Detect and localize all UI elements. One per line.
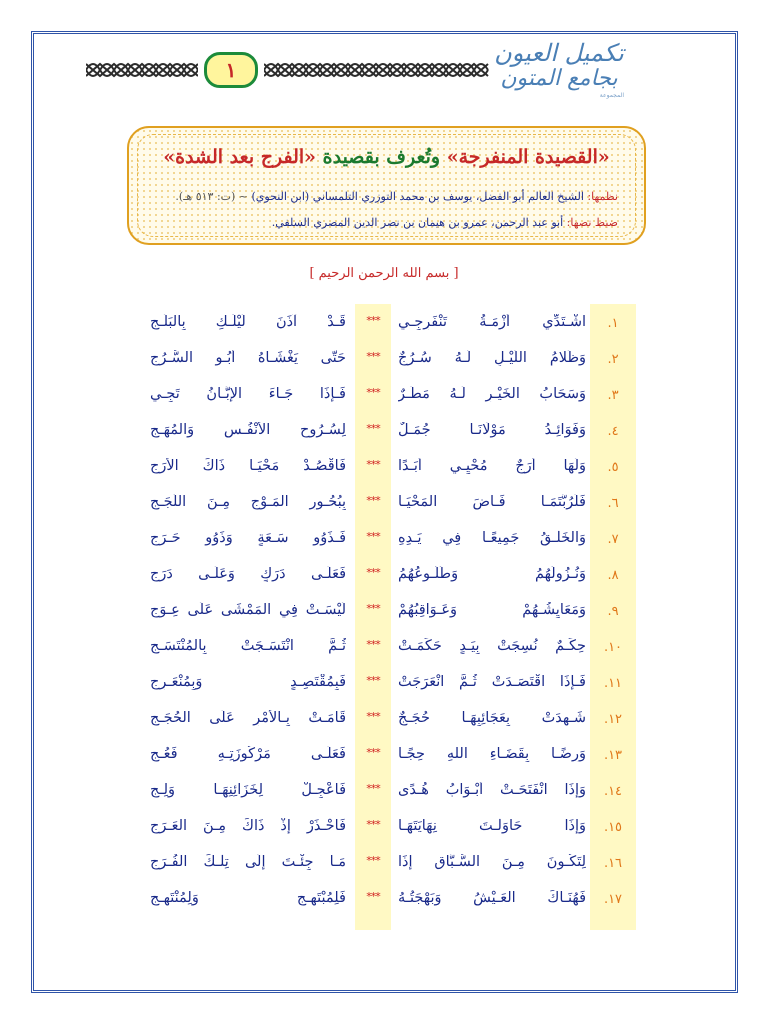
ornament-chain-right	[264, 54, 490, 86]
verse-first-hemistich: وَإِذَا انْفَتَحَـتْ أَبْـوَابُ هُـدًى	[398, 782, 586, 798]
verse-separator: ***	[366, 782, 380, 795]
verse-separator: ***	[366, 890, 380, 903]
verse-separator: ***	[366, 602, 380, 615]
verse-second-hemistich: ثُـمَّ انْتَسَـجَتْ بِالمُنْتَسَـجِ	[150, 638, 346, 654]
verse-number: ١١.	[603, 676, 623, 691]
verse-row	[0, 886, 768, 920]
verse-number: ١٥.	[603, 820, 623, 835]
verse-separator: ***	[366, 566, 380, 579]
verse-separator: ***	[366, 314, 380, 327]
verse-first-hemistich: وَرِضًـا بِقَضَـاءِ اللهِ حِجًـا	[398, 746, 586, 762]
verse-row	[0, 706, 768, 740]
verse-second-hemistich: قَامَـتْ بِـالأَمْرِ عَلَى الحُجَـجِ	[150, 710, 346, 726]
verse-second-hemistich: فَعَلَـى دَرَكٍ وَعَلَـى دَرَجِ	[150, 566, 346, 582]
verse-separator: ***	[366, 818, 380, 831]
verse-number: ١.	[607, 316, 619, 331]
editor-line	[155, 216, 618, 229]
verse-second-hemistich: لَيْسَـتْ فِي المَمْشَى عَلَى عِـوَجِ	[150, 602, 346, 618]
book-logo	[494, 40, 624, 98]
verse-number: ١٣.	[603, 748, 623, 763]
title-part-3: «الفرج بعد الشدة»	[163, 146, 317, 168]
verse-second-hemistich: فَعَلَـى مَرْكُوزَتِـهِ فَعُـجِ	[150, 746, 346, 762]
verse-first-hemistich: فَلَرُبَّتَمَـا فَـاضَ المَحْيَـا	[398, 494, 586, 510]
verse-row	[0, 634, 768, 668]
verse-number: ٥.	[607, 460, 619, 475]
verse-first-hemistich: وَنُـزُولُهُمُ وَطُلُـوعُهُمُ	[398, 566, 586, 582]
verse-first-hemistich: وَلَهَا أَرَجٌ مُحْيِـي أَبَـدًا	[398, 458, 586, 474]
basmala-open-bracket: [	[453, 266, 459, 281]
verse-separator: ***	[366, 386, 380, 399]
verse-separator: ***	[366, 350, 380, 363]
verse-second-hemistich: فَبِمُقْتَصِـدٍ وَبِمُنْعَـرِجِ	[150, 674, 346, 690]
verse-second-hemistich: فَـذَوُو سَـعَةٍ وَذَوُو حَـرَجِ	[150, 530, 346, 546]
verse-first-hemistich: وَمَعَايِشُـهُمْ وَعَـوَاقِبُهُمْ	[398, 602, 586, 618]
title-part-1: «القصيدة المنفرجة»	[446, 146, 610, 168]
verse-second-hemistich: مَـا جِئْـتَ إِلَى تِلْـكَ الفُـرَجِ	[150, 854, 346, 870]
verse-second-hemistich: قَـدْ آذَنَ لَيْلُـكِ بِالبَلَـجِ	[150, 314, 346, 330]
verse-number: ٨.	[607, 568, 619, 583]
verse-first-hemistich: وَظَلامُ اللَّيْـلِ لَـهُ سُـرُجٌ	[398, 350, 586, 366]
verse-separator: ***	[366, 494, 380, 507]
verse-number: ١٦.	[603, 856, 623, 871]
verse-number: ٤.	[607, 424, 619, 439]
editor-name: أبو عبد الرحمن، عمرو بن هيمان بن نصر الدين المصري السلفي.	[271, 216, 564, 229]
verse-number: ٧.	[607, 532, 619, 547]
verse-row	[0, 310, 768, 344]
verse-first-hemistich: اشْـتَدِّي أزْمَـةُ تَنْفَرِجِـي	[398, 314, 586, 330]
ornament-chain-left	[86, 54, 198, 86]
verse-number: ٣.	[607, 388, 619, 403]
verse-row	[0, 814, 768, 848]
verse-number: ١٤.	[603, 784, 623, 799]
verse-separator: ***	[366, 854, 380, 867]
verse-second-hemistich: حَتَّى يَغْشَـاهُ أَبُـو السُّـرُجِ	[150, 350, 346, 366]
verse-row	[0, 382, 768, 416]
verse-row	[0, 562, 768, 596]
verse-row	[0, 346, 768, 380]
verse-number: ١٧.	[603, 892, 623, 907]
verse-number: ٦.	[607, 496, 619, 511]
verse-separator: ***	[366, 458, 380, 471]
editor-label: ضبط نصها:	[563, 216, 618, 229]
verse-second-hemistich: فَـإِذَا جَـاءَ الإِبَّـانُ تَجِـي	[150, 386, 346, 402]
verse-number: ١٠.	[603, 640, 623, 655]
verse-first-hemistich: شَـهِدَتْ بِعَجَائِبِهَـا حُجَـجٌ	[398, 710, 586, 726]
verse-first-hemistich: فَـإِذَا اقْتَصَـدَتْ ثُـمَّ انْعَرَجَتْ	[398, 674, 586, 690]
verse-separator: ***	[366, 422, 380, 435]
logo-line-1: تكميل العيون	[494, 39, 624, 67]
verse-row	[0, 598, 768, 632]
verse-row	[0, 454, 768, 488]
verse-first-hemistich: فَهُنَـاكَ العَـيْشُ وَبَهْجَتُـهُ	[398, 890, 586, 906]
verse-second-hemistich: فَاحْـذَرْ إِذْ ذَاكَ مِـنَ العَـرَجِ	[150, 818, 346, 834]
verse-separator: ***	[366, 674, 380, 687]
verse-number: ٩.	[607, 604, 619, 619]
poem-title	[129, 146, 644, 168]
logo-small: المجموعة	[599, 92, 624, 99]
title-part-2: وتُعرف بقصيدة	[316, 146, 447, 168]
verse-first-hemistich: وَفَوَائِـدُ مَوْلَانَـا جُمَـلٌ	[398, 422, 586, 438]
author-label: نظمها:	[583, 190, 618, 203]
basmala-text: بسم الله الرحمن الرحيم	[318, 266, 450, 281]
verse-row	[0, 670, 768, 704]
verse-row	[0, 490, 768, 524]
verse-second-hemistich: فَاعْجِـلْ لِخَزَائِنِهَـا وَلِـجِ	[150, 782, 346, 798]
verse-second-hemistich: فَاقْصُـدْ مَحْيَـا ذَاكَ الأَرَجِ	[150, 458, 346, 474]
verse-second-hemistich: بِبُحُـورِ المَـوْجِ مِـنَ اللُّجَـجِ	[150, 494, 346, 510]
verse-first-hemistich: حِكَـمٌ نُسِجَتْ بِيَـدٍ حَكَمَـتْ	[398, 638, 586, 654]
verse-separator: ***	[366, 710, 380, 723]
verse-separator: ***	[366, 638, 380, 651]
logo-line-2: بجامع المتون	[500, 66, 618, 91]
basmala-close-bracket: ]	[309, 266, 315, 281]
verse-second-hemistich: فَلِمُبْتَهِـجٍ وَلِمُنْتَهِـجِ	[150, 890, 346, 906]
verse-row	[0, 850, 768, 884]
title-box	[127, 126, 646, 245]
author-name: الشيخ العالم أبو الفضل، يوسف بن محمد التوزري التلمساني (ابن النحوي)	[251, 190, 584, 203]
verse-row	[0, 778, 768, 812]
verse-first-hemistich: وَسَحَابُ الخَيْـرِ لَـهُ مَطَـرٌ	[398, 386, 586, 402]
page-number-badge	[204, 52, 258, 88]
verse-first-hemistich: لِتَكُـونَ مِـنَ السُّـبَّاقِ إِذَا	[398, 854, 586, 870]
verse-second-hemistich: لِسُـرُوحِ الأَنْفُـسِ وَالمُهَـجِ	[150, 422, 346, 438]
author-line	[155, 190, 618, 203]
basmala	[272, 266, 496, 290]
verse-first-hemistich: وَإِذَا حَاوَلْـتَ نِهَايَتَهَـا	[398, 818, 586, 834]
author-death: ~ (ت: ٥١٣ هـ).	[175, 190, 252, 203]
verse-separator: ***	[366, 746, 380, 759]
verse-separator: ***	[366, 530, 380, 543]
verse-first-hemistich: وَالخَلْـقُ جَمِيعًـا فِي يَـدِهِ	[398, 530, 586, 546]
verse-number: ٢.	[607, 352, 619, 367]
verse-row	[0, 418, 768, 452]
verse-row	[0, 742, 768, 776]
page-number: ١	[225, 58, 237, 82]
verse-row	[0, 526, 768, 560]
verse-number: ١٢.	[603, 712, 623, 727]
